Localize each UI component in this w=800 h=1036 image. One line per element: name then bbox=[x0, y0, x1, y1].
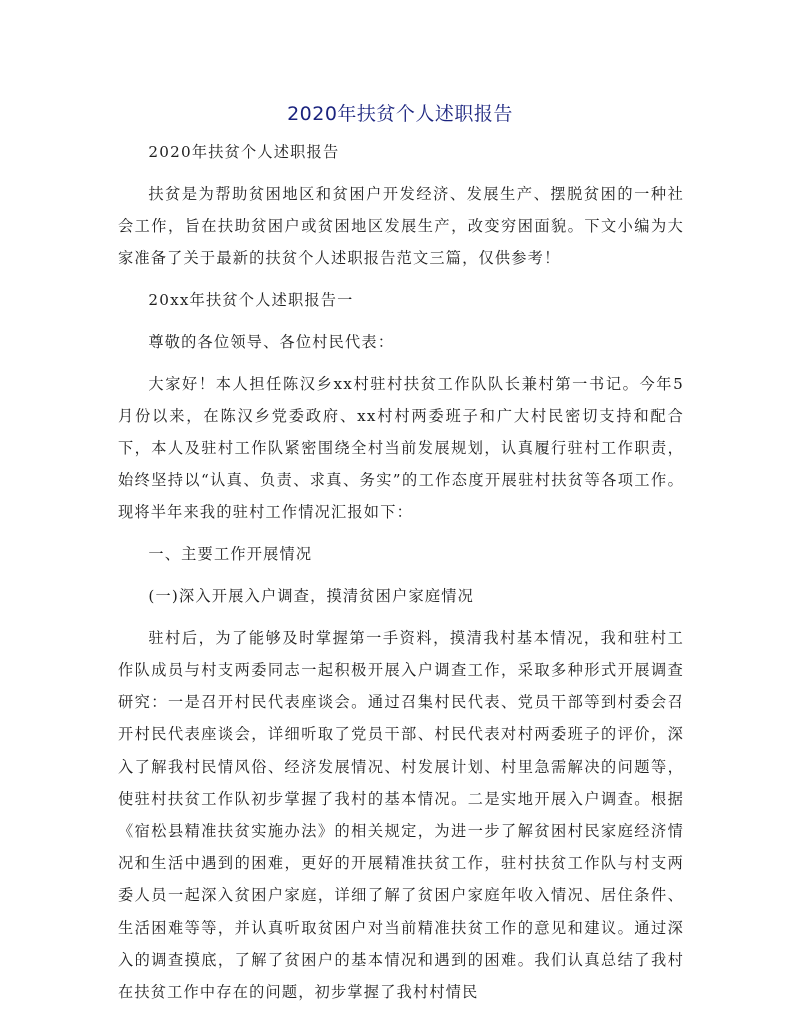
paragraph-intro: 扶贫是为帮助贫困地区和贫困户开发经济、发展生产、摆脱贫困的一种社会工作，旨在扶助贫困户或贫困地区发展生产，改变穷困面貌。下文小编为大家准备了关于最新的扶贫个人述职报告范文三篇，仅供参考！ bbox=[118, 184, 684, 268]
subsection-heading: (一)深入开展入户调查，摸清贫困户家庭情况 bbox=[148, 587, 475, 605]
section-heading: 一、主要工作开展情况 bbox=[148, 545, 313, 564]
paragraph-heading: 20xx年扶贫个人述职报告一 bbox=[148, 291, 354, 309]
document-title: 2020年扶贫个人述职报告 bbox=[287, 103, 513, 125]
paragraph-salutation: 尊敬的各位领导、各位村民代表： bbox=[148, 332, 395, 351]
paragraph-opening: 大家好！本人担任陈汉乡xx村驻村扶贫工作队队长兼村第一书记。今年5月份以来，在陈汉乡党委政府、xx村村两委班子和广大村民密切支持和配合下，本人及驻村工作队紧密围绕全村当前发展规划，认真履行驻村工作职责，始终坚持以“认真、负责、求真、务实”的工作态度开展驻村扶贫等各项工作。现将半年来我的驻村工作情况汇报如下： bbox=[118, 374, 684, 522]
paragraph-subtitle: 2020年扶贫个人述职报告 bbox=[148, 143, 340, 161]
paragraph-body: 驻村后，为了能够及时掌握第一手资料，摸清我村基本情况，我和驻村工作队成员与村支两委同志一起积极开展入户调查工作，采取多种形式开展调查研究：一是召开村民代表座谈会。通过召集村民代表、党员干部等到村委会召开村民代表座谈会，详细听取了党员干部、村民代表对村两委班子的评价，深入了解我村民情风俗、经济发展情况、村发展计划、村里急需解决的问题等，使驻村扶贫工作队初步掌握了我村的基本情况。二是实地开展入户调查。根据《宿松县精准扶贫实施办法》的相关规定，为进一步了解贫困村民家庭经济情况和生活中遇到的困难，更好的开展精准扶贫工作，驻村扶贫工作队与村支两委人员一起深入贫困户家庭，详细了解了贫困户家庭年收入情况、居住条件、生活困难等等，并认真听取贫困户对当前精准扶贫工作的意见和建议。通过深入的调查摸底，了解了贫困户的基本情况和遇到的困难。我们认真总结了我村在扶贫工作中存在的问题，初步掌握了我村村情民 bbox=[118, 628, 684, 1002]
document-body bbox=[118, 136, 684, 1018]
